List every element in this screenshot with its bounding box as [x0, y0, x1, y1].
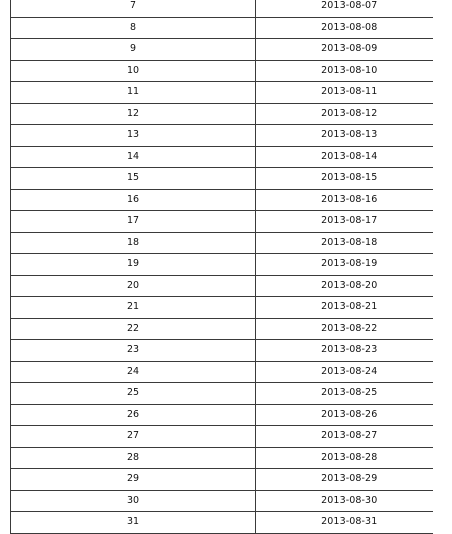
table-row — [11, 232, 433, 254]
date-cell: 2013-08-10 — [256, 60, 433, 82]
table-row — [11, 0, 433, 17]
table-row — [11, 383, 433, 405]
date-cell: 2013-08-24 — [256, 361, 433, 383]
date-cell: 2013-08-30 — [256, 490, 433, 512]
date-cell: 2013-08-27 — [256, 426, 433, 448]
date-cell: 2013-08-31 — [256, 512, 433, 534]
day-cell: 18 — [11, 232, 256, 254]
table-row — [11, 512, 433, 534]
day-cell: 11 — [11, 82, 256, 104]
date-cell: 2013-08-14 — [256, 146, 433, 168]
table-row — [11, 17, 433, 39]
day-cell: 24 — [11, 361, 256, 383]
day-cell: 7 — [11, 0, 256, 17]
table-row — [11, 340, 433, 362]
day-cell: 30 — [11, 490, 256, 512]
table-row — [11, 211, 433, 233]
day-cell: 25 — [11, 383, 256, 405]
date-cell: 2013-08-29 — [256, 469, 433, 491]
table-row — [11, 254, 433, 276]
day-cell: 13 — [11, 125, 256, 147]
date-cell: 2013-08-23 — [256, 340, 433, 362]
date-cell: 2013-08-16 — [256, 189, 433, 211]
date-cell: 2013-08-20 — [256, 275, 433, 297]
table-row — [11, 297, 433, 319]
day-cell: 12 — [11, 103, 256, 125]
date-cell: 2013-08-15 — [256, 168, 433, 190]
day-cell: 22 — [11, 318, 256, 340]
table-row — [11, 60, 433, 82]
table-row — [11, 146, 433, 168]
date-cell: 2013-08-18 — [256, 232, 433, 254]
table-row — [11, 82, 433, 104]
date-cell: 2013-08-09 — [256, 39, 433, 61]
date-cell: 2013-08-26 — [256, 404, 433, 426]
table-row — [11, 426, 433, 448]
table-row — [11, 404, 433, 426]
day-cell: 27 — [11, 426, 256, 448]
day-cell: 23 — [11, 340, 256, 362]
date-cell: 2013-08-17 — [256, 211, 433, 233]
date-cell: 2013-08-13 — [256, 125, 433, 147]
day-cell: 29 — [11, 469, 256, 491]
day-cell: 15 — [11, 168, 256, 190]
day-cell: 9 — [11, 39, 256, 61]
date-cell: 2013-08-21 — [256, 297, 433, 319]
date-cell: 2013-08-11 — [256, 82, 433, 104]
day-cell: 19 — [11, 254, 256, 276]
day-cell: 31 — [11, 512, 256, 534]
table-row — [11, 447, 433, 469]
table-row — [11, 125, 433, 147]
table-row — [11, 469, 433, 491]
table-row — [11, 103, 433, 125]
date-cell: 2013-08-19 — [256, 254, 433, 276]
day-cell: 14 — [11, 146, 256, 168]
day-cell: 20 — [11, 275, 256, 297]
table-body — [11, 0, 433, 533]
day-cell: 28 — [11, 447, 256, 469]
table-row — [11, 318, 433, 340]
day-cell: 21 — [11, 297, 256, 319]
table-row — [11, 39, 433, 61]
table-row — [11, 361, 433, 383]
table-row — [11, 168, 433, 190]
date-cell: 2013-08-25 — [256, 383, 433, 405]
day-cell: 8 — [11, 17, 256, 39]
date-cell: 2013-08-08 — [256, 17, 433, 39]
day-cell: 10 — [11, 60, 256, 82]
date-cell: 2013-08-12 — [256, 103, 433, 125]
day-cell: 17 — [11, 211, 256, 233]
table-row — [11, 275, 433, 297]
table-row — [11, 189, 433, 211]
date-cell: 2013-08-28 — [256, 447, 433, 469]
table-row — [11, 490, 433, 512]
day-cell: 16 — [11, 189, 256, 211]
date-cell: 2013-08-07 — [256, 0, 433, 17]
date-cell: 2013-08-22 — [256, 318, 433, 340]
day-cell: 26 — [11, 404, 256, 426]
day-date-table — [10, 0, 433, 534]
